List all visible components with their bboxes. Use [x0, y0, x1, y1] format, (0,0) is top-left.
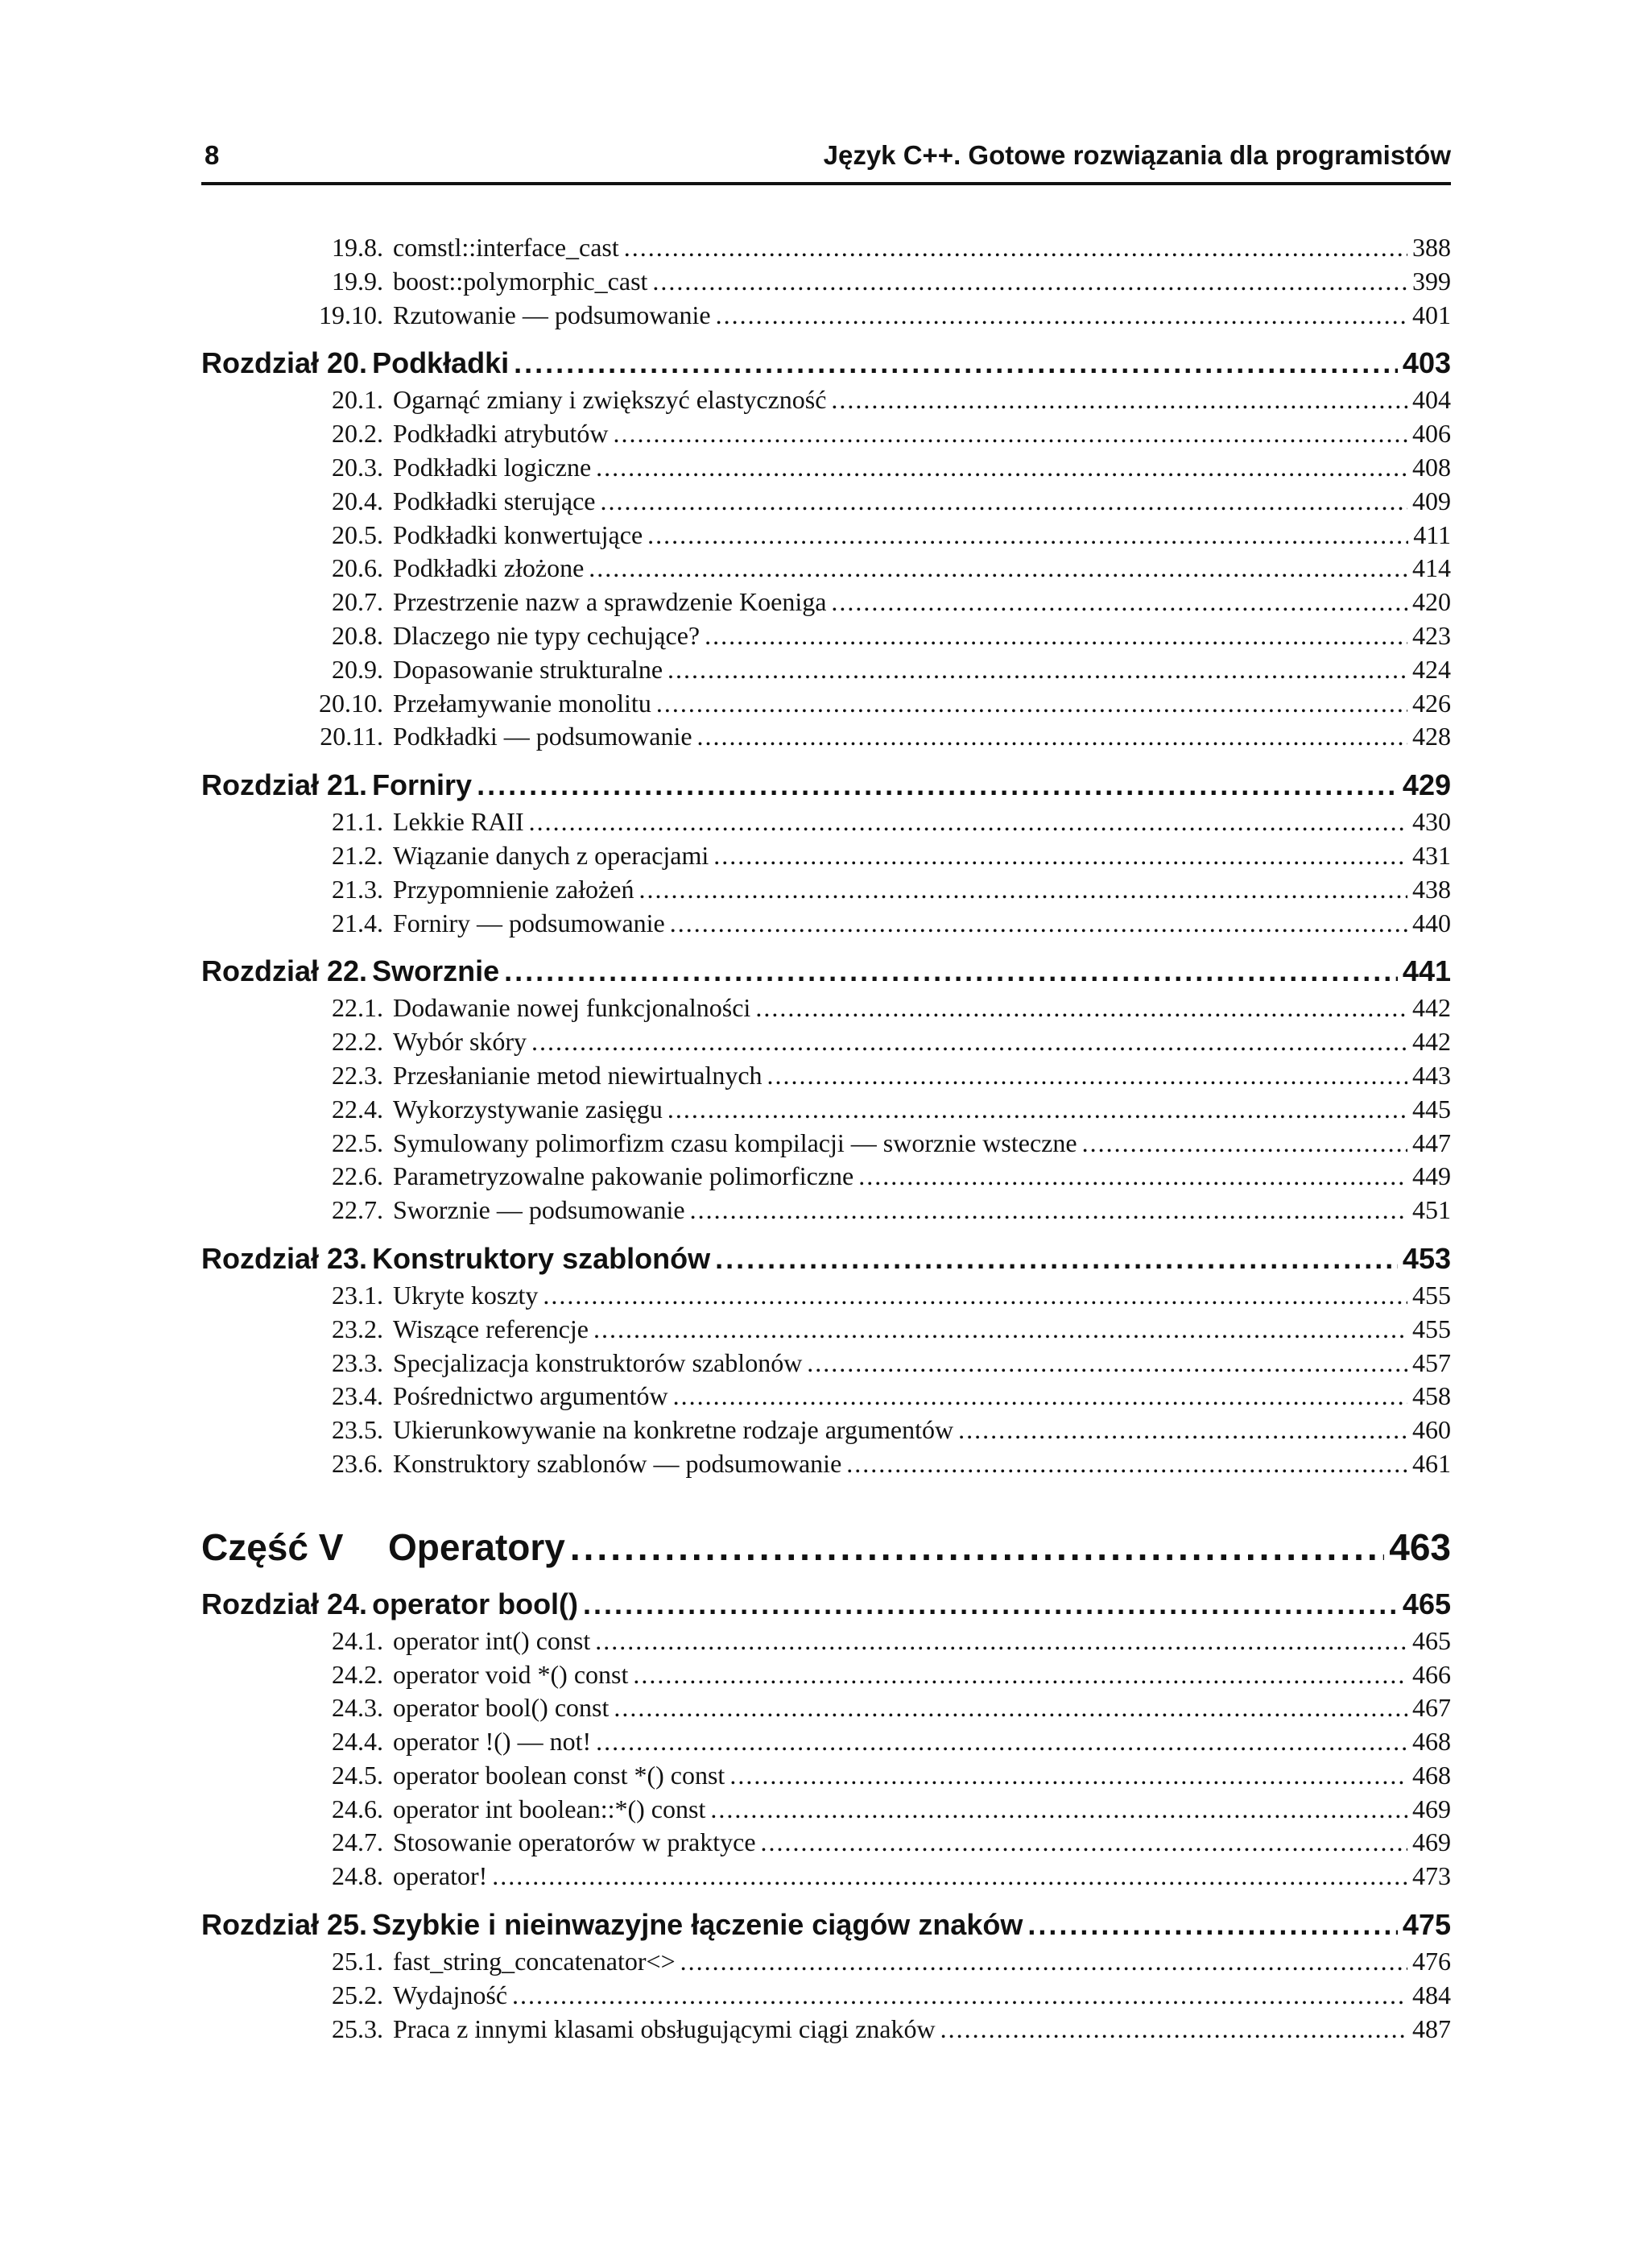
dot-leader	[583, 1584, 1398, 1624]
section-title: Dopasowanie strukturalne	[393, 654, 663, 684]
chapter-label: Rozdział 20.	[201, 346, 368, 380]
section-page: 406	[1412, 419, 1451, 449]
chapter-page: 403	[1402, 346, 1451, 380]
section-title: Forniry — podsumowanie	[393, 908, 665, 937]
dot-leader	[614, 417, 1407, 451]
section-title: operator!	[393, 1861, 488, 1891]
section-number: 24.2.	[332, 1659, 383, 1689]
toc-section-row	[201, 586, 1451, 619]
section-page: 468	[1412, 1727, 1451, 1757]
section-number: 25.2.	[332, 1980, 383, 2009]
toc-section-row	[201, 1059, 1451, 1093]
section-title: Konstruktory szablonów — podsumowanie	[393, 1448, 842, 1478]
section-page: 401	[1412, 300, 1451, 329]
toc-section-row	[201, 1658, 1451, 1692]
section-title: Ogarnąć zmiany i zwiększyć elastyczność	[393, 385, 827, 415]
toc-section-row	[201, 687, 1451, 721]
toc-section-row	[201, 1380, 1451, 1413]
section-page: 476	[1412, 1947, 1451, 1976]
page-number: 8	[205, 140, 220, 170]
dot-leader	[858, 1160, 1407, 1194]
dot-leader	[670, 907, 1407, 941]
section-number: 23.2.	[332, 1314, 383, 1343]
section-page: 468	[1412, 1760, 1451, 1790]
section-number: 23.6.	[332, 1448, 383, 1478]
section-page: 449	[1412, 1161, 1451, 1191]
dot-leader	[543, 1279, 1407, 1313]
chapter-label: Rozdział 23.	[201, 1241, 368, 1275]
dot-leader	[596, 451, 1407, 485]
section-number: 19.8.	[332, 233, 383, 262]
dot-leader	[710, 1793, 1407, 1827]
section-page: 440	[1412, 908, 1451, 937]
toc-section-row	[201, 417, 1451, 451]
chapter-page: 441	[1402, 954, 1451, 988]
toc-section-row	[201, 1313, 1451, 1347]
dot-leader	[647, 519, 1408, 553]
section-number: 21.3.	[332, 874, 383, 904]
section-title: operator int boolean::*() const	[393, 1794, 706, 1823]
section-page: 388	[1412, 233, 1451, 262]
dot-leader	[514, 343, 1398, 383]
section-title: Dlaczego nie typy cechujące?	[393, 620, 701, 650]
dot-leader	[940, 2013, 1407, 2047]
toc-section-row	[201, 451, 1451, 485]
section-page: 414	[1412, 553, 1451, 583]
section-title: Podkładki konwertujące	[393, 519, 643, 549]
section-number: 21.1.	[332, 807, 383, 837]
dot-leader	[705, 619, 1407, 653]
table-of-contents	[201, 231, 1451, 2046]
section-page: 431	[1412, 840, 1451, 870]
section-number: 20.5.	[332, 519, 383, 549]
section-page: 411	[1413, 519, 1451, 549]
dot-leader	[593, 1313, 1407, 1347]
section-number: 24.8.	[332, 1861, 383, 1891]
toc-section-row	[201, 1127, 1451, 1161]
section-number: 24.4.	[332, 1727, 383, 1757]
toc-section-row	[201, 1860, 1451, 1893]
section-number: 24.5.	[332, 1760, 383, 1790]
section-number: 19.10.	[319, 300, 383, 329]
toc-section-row	[201, 519, 1451, 553]
chapter-title: operator bool()	[372, 1587, 579, 1620]
section-page: 420	[1412, 587, 1451, 617]
section-title: Przestrzenie nazw a sprawdzenie Koeniga	[393, 587, 827, 617]
section-page: 424	[1412, 654, 1451, 684]
section-title: fast_string_concatenator<>	[393, 1947, 676, 1976]
section-page: 467	[1412, 1693, 1451, 1723]
toc-chapter-row	[201, 1584, 1451, 1624]
toc-section-row	[201, 839, 1451, 873]
toc-section-row	[201, 299, 1451, 333]
toc-section-row	[201, 1093, 1451, 1127]
toc-section-row	[201, 1945, 1451, 1979]
section-number: 22.2.	[332, 1027, 383, 1057]
dot-leader	[512, 1979, 1407, 2013]
dot-leader	[529, 805, 1407, 839]
part-page: 463	[1389, 1525, 1451, 1568]
toc-section-row	[201, 2013, 1451, 2047]
section-page: 443	[1412, 1060, 1451, 1090]
section-title: Podkładki złożone	[393, 553, 585, 583]
chapter-label: Rozdział 21.	[201, 768, 368, 802]
dot-leader	[492, 1860, 1407, 1893]
chapter-label: Rozdział 24.	[201, 1587, 368, 1620]
section-number: 20.7.	[332, 587, 383, 617]
section-title: Wiszące referencje	[393, 1314, 589, 1343]
section-page: 487	[1412, 2013, 1451, 2043]
section-page: 428	[1412, 722, 1451, 751]
toc-section-row	[201, 873, 1451, 907]
section-page: 447	[1412, 1128, 1451, 1157]
section-number: 19.9.	[332, 266, 383, 296]
section-title: Podkładki logiczne	[393, 452, 592, 482]
section-number: 22.1.	[332, 993, 383, 1023]
section-number: 20.11.	[320, 722, 383, 751]
toc-section-row	[201, 1793, 1451, 1827]
dot-leader	[1027, 1905, 1398, 1945]
dot-leader	[633, 1658, 1407, 1692]
dot-leader	[614, 1691, 1407, 1725]
section-number: 24.1.	[332, 1625, 383, 1655]
section-title: Stosowanie operatorów w praktyce	[393, 1827, 756, 1857]
dot-leader	[761, 1826, 1407, 1860]
toc-section-row	[201, 1413, 1451, 1447]
toc-section-row	[201, 231, 1451, 265]
dot-leader	[729, 1759, 1407, 1793]
section-number: 20.1.	[332, 385, 383, 415]
dot-leader	[531, 1025, 1407, 1059]
section-title: Specjalizacja konstruktorów szablonów	[393, 1347, 803, 1377]
section-title: Wydajność	[393, 1980, 508, 2009]
chapter-page: 453	[1402, 1241, 1451, 1275]
section-page: 409	[1412, 486, 1451, 515]
section-page: 404	[1412, 385, 1451, 415]
section-number: 24.6.	[332, 1794, 383, 1823]
toc-section-row	[201, 1194, 1451, 1227]
dot-leader	[755, 991, 1407, 1025]
toc-part-row	[201, 1521, 1451, 1573]
section-page: 458	[1412, 1381, 1451, 1411]
toc-chapter-row	[201, 1905, 1451, 1945]
section-number: 23.4.	[332, 1381, 383, 1411]
section-page: 408	[1412, 452, 1451, 482]
section-title: Ukierunkowywanie na konkretne rodzaje argumentów	[393, 1415, 954, 1445]
section-title: Dodawanie nowej funkcjonalności	[393, 993, 751, 1023]
section-title: Podkładki atrybutów	[393, 419, 609, 449]
toc-section-row	[201, 1025, 1451, 1059]
toc-section-row	[201, 1347, 1451, 1380]
section-title: Rzutowanie — podsumowanie	[393, 300, 711, 329]
dot-leader	[831, 586, 1407, 619]
section-title: comstl::interface_cast	[393, 233, 619, 262]
toc-chapter-row	[201, 951, 1451, 991]
section-page: 451	[1412, 1195, 1451, 1225]
chapter-label: Rozdział 25.	[201, 1908, 368, 1942]
dot-leader	[504, 951, 1398, 991]
section-title: Symulowany polimorfizm czasu kompilacji — sworznie wsteczne	[393, 1128, 1077, 1157]
dot-leader	[716, 299, 1407, 333]
section-page: 469	[1412, 1827, 1451, 1857]
toc-section-row	[201, 991, 1451, 1025]
dot-leader	[667, 653, 1407, 687]
toc-chapter-row	[201, 1239, 1451, 1279]
dot-leader	[958, 1413, 1407, 1447]
toc-section-row	[201, 805, 1451, 839]
part-title: Operatory	[388, 1525, 565, 1568]
section-page: 465	[1412, 1625, 1451, 1655]
dot-leader	[831, 383, 1407, 417]
section-number: 20.6.	[332, 553, 383, 583]
section-number: 25.3.	[332, 2013, 383, 2043]
section-page: 423	[1412, 620, 1451, 650]
dot-leader	[595, 1624, 1407, 1658]
chapter-title: Konstruktory szablonów	[372, 1241, 711, 1275]
part-label: Część V	[201, 1525, 344, 1568]
toc-section-row	[201, 383, 1451, 417]
chapter-title: Podkładki	[372, 346, 510, 380]
toc-section-row	[201, 1826, 1451, 1860]
chapter-page: 475	[1402, 1908, 1451, 1942]
dot-leader	[1082, 1127, 1407, 1161]
toc-section-row	[201, 1279, 1451, 1313]
toc-section-row	[201, 653, 1451, 687]
section-page: 455	[1412, 1280, 1451, 1310]
section-page: 473	[1412, 1861, 1451, 1891]
section-number: 22.4.	[332, 1094, 383, 1124]
section-title: Wybór skóry	[393, 1027, 527, 1057]
dot-leader	[600, 485, 1407, 519]
section-title: operator !() — not!	[393, 1727, 592, 1757]
section-title: Wiązanie danych z operacjami	[393, 840, 709, 870]
section-title: operator bool() const	[393, 1693, 610, 1723]
toc-section-row	[201, 907, 1451, 941]
section-number: 20.2.	[332, 419, 383, 449]
section-title: Pośrednictwo argumentów	[393, 1381, 668, 1411]
dot-leader	[652, 265, 1407, 299]
section-number: 23.5.	[332, 1415, 383, 1445]
section-title: Praca z innymi klasami obsługującymi ciągi znaków	[393, 2013, 936, 2043]
section-number: 21.2.	[332, 840, 383, 870]
toc-section-row	[201, 1160, 1451, 1194]
section-number: 25.1.	[332, 1947, 383, 1976]
toc-chapter-row	[201, 765, 1451, 805]
section-page: 438	[1412, 874, 1451, 904]
section-page: 457	[1412, 1347, 1451, 1377]
dot-leader	[667, 1093, 1407, 1127]
section-number: 20.9.	[332, 654, 383, 684]
dot-leader	[656, 687, 1407, 721]
section-title: operator void *() const	[393, 1659, 629, 1689]
chapter-label: Rozdział 22.	[201, 954, 368, 988]
section-number: 24.7.	[332, 1827, 383, 1857]
dot-leader	[690, 1194, 1407, 1227]
toc-section-row	[201, 619, 1451, 653]
section-number: 23.3.	[332, 1347, 383, 1377]
running-header	[201, 137, 1451, 185]
section-title: Parametryzowalne pakowanie polimorficzne	[393, 1161, 854, 1191]
section-page: 484	[1412, 1980, 1451, 2009]
section-title: operator boolean const *() const	[393, 1760, 725, 1790]
dot-leader	[680, 1945, 1407, 1979]
toc-section-row	[201, 552, 1451, 586]
section-number: 22.3.	[332, 1060, 383, 1090]
dot-leader	[767, 1059, 1407, 1093]
section-title: Wykorzystywanie zasięgu	[393, 1094, 663, 1124]
section-title: Przesłanianie metod niewirtualnych	[393, 1060, 763, 1090]
section-page: 455	[1412, 1314, 1451, 1343]
section-page: 469	[1412, 1794, 1451, 1823]
dot-leader	[715, 1239, 1398, 1279]
section-number: 22.7.	[332, 1195, 383, 1225]
toc-section-row	[201, 265, 1451, 299]
toc-section-row	[201, 1979, 1451, 2013]
section-title: Przełamywanie monolitu	[393, 688, 651, 718]
chapter-title: Sworznie	[372, 954, 500, 988]
section-title: operator int() const	[393, 1625, 591, 1655]
section-title: Ukryte koszty	[393, 1280, 539, 1310]
dot-leader	[477, 765, 1398, 805]
section-number: 20.8.	[332, 620, 383, 650]
section-title: Sworznie — podsumowanie	[393, 1195, 685, 1225]
section-page: 461	[1412, 1448, 1451, 1478]
dot-leader	[713, 839, 1407, 873]
section-page: 430	[1412, 807, 1451, 837]
dot-leader	[673, 1380, 1407, 1413]
toc-chapter-row	[201, 343, 1451, 383]
dot-leader	[589, 552, 1407, 586]
dot-leader	[807, 1347, 1407, 1380]
section-title: Podkładki sterujące	[393, 486, 596, 515]
toc-section-row	[201, 1447, 1451, 1481]
section-title: Podkładki — podsumowanie	[393, 722, 692, 751]
chapter-page: 429	[1402, 768, 1451, 802]
section-number: 22.6.	[332, 1161, 383, 1191]
chapter-page: 465	[1402, 1587, 1451, 1620]
section-page: 426	[1412, 688, 1451, 718]
dot-leader	[596, 1725, 1407, 1759]
dot-leader	[570, 1521, 1384, 1573]
toc-section-row	[201, 485, 1451, 519]
toc-section-row	[201, 1691, 1451, 1725]
dot-leader	[624, 231, 1407, 265]
section-number: 22.5.	[332, 1128, 383, 1157]
section-page: 466	[1412, 1659, 1451, 1689]
chapter-title: Forniry	[372, 768, 473, 802]
section-title: Przypomnienie założeń	[393, 874, 634, 904]
toc-section-row	[201, 1725, 1451, 1759]
book-title: Język C++. Gotowe rozwiązania dla programistów	[823, 140, 1451, 170]
section-number: 20.3.	[332, 452, 383, 482]
dot-leader	[697, 720, 1407, 754]
section-number: 20.10.	[319, 688, 383, 718]
section-page: 460	[1412, 1415, 1451, 1445]
section-number: 23.1.	[332, 1280, 383, 1310]
section-page: 445	[1412, 1094, 1451, 1124]
section-number: 21.4.	[332, 908, 383, 937]
toc-section-row	[201, 1624, 1451, 1658]
section-number: 24.3.	[332, 1693, 383, 1723]
section-page: 442	[1412, 993, 1451, 1023]
section-title: Lekkie RAII	[393, 807, 524, 837]
dot-leader	[846, 1447, 1407, 1481]
section-title: boost::polymorphic_cast	[393, 266, 648, 296]
section-number: 20.4.	[332, 486, 383, 515]
section-page: 442	[1412, 1027, 1451, 1057]
dot-leader	[639, 873, 1407, 907]
section-page: 399	[1412, 266, 1451, 296]
toc-section-row	[201, 720, 1451, 754]
toc-section-row	[201, 1759, 1451, 1793]
chapter-title: Szybkie i nieinwazyjne łączenie ciągów znaków	[372, 1908, 1023, 1942]
